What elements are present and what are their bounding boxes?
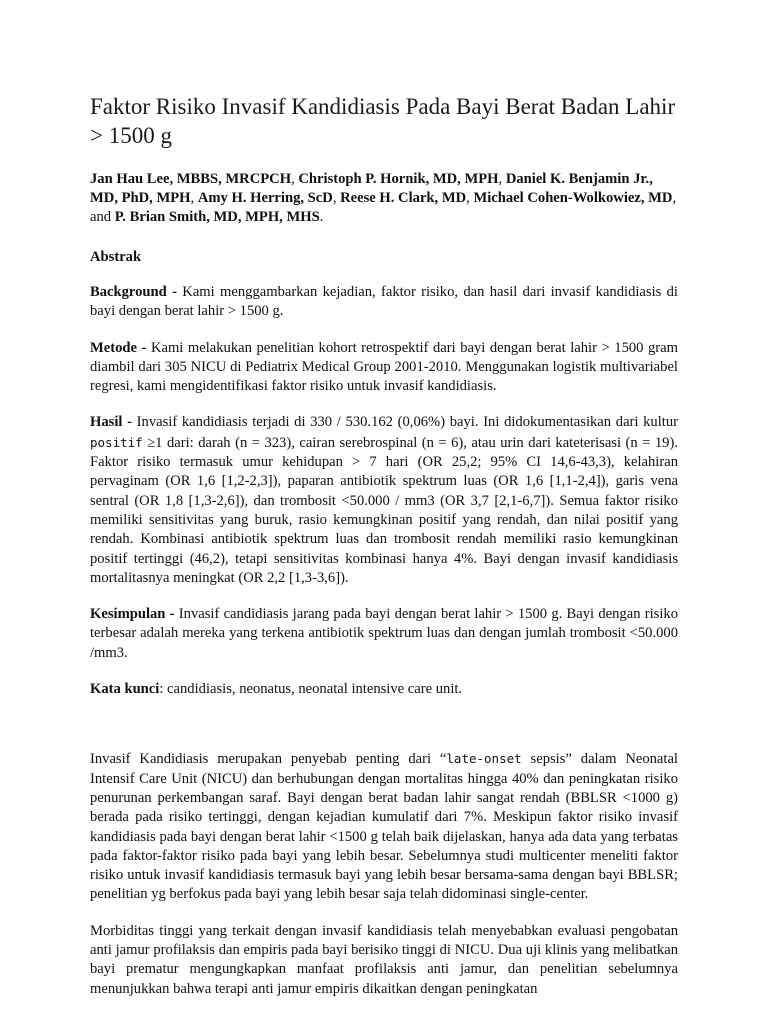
body-paragraph-2: Morbiditas tinggi yang terkait dengan invasif kandidiasis telah menyebabkan evaluasi pengobatan anti jamur profilaksis dan empiris pada bayi berisiko tinggi di NICU. Dua uji klinis yang melibatkan bayi prematur mengungkapkan manfaat profilaksis anti jamur, dan penelitian sebelumnya menunjukkan bahwa terapi anti jamur empiris dikaitkan dengan peningkatan <box>90 922 678 997</box>
abstract-background <box>90 283 678 322</box>
body-text-mono: late-onset <box>446 751 522 767</box>
section-text: Invasif kandidiasis terjadi di 330 / 530.162 (0,06%) bayi. Ini didokumentasikan dari kultur <box>136 414 678 431</box>
abstract-kesimpulan <box>90 605 678 663</box>
section-text: Kami menggambarkan kejadian, faktor risiko, dan hasil dari invasif kandidiasis di bayi dengan berat lahir > 1500 g. <box>90 284 678 320</box>
abstract-heading: Abstrak <box>90 249 142 265</box>
section-label: Kesimpulan - <box>90 606 179 623</box>
keywords <box>90 680 678 699</box>
keywords-label: Kata kunci <box>90 681 160 698</box>
author-name: Christoph P. Hornik, MD, MPH <box>298 171 499 187</box>
author-separator: , <box>332 190 341 206</box>
author-separator: . <box>319 209 324 225</box>
author-separator: , <box>466 190 474 206</box>
author-list <box>90 170 678 227</box>
section-text-mono: positif <box>90 434 143 450</box>
paper-title: Faktor Risiko Invasif Kandidiasis Pada Bayi Berat Badan Lahir > 1500 g <box>90 94 676 148</box>
author-name: Amy H. Herring, ScD <box>197 190 333 206</box>
body-text: sepsis” dalam Neonatal Intensif Care Unit (NICU) dan berhubungan dengan mortalitas hingga 40% dan peningkatan risiko penurunan perkembangan saraf. Bayi dengan berat badan lahir sangat rendah (BBLSR <1000 g) berada pada risiko tertinggi, dengan kejadian kumulatif dari 7%. Meskipun faktor risiko invasif kandidiasis pada bayi dengan berat lahir <1500 g telah baik dijelaskan, hanya ada data yang terbatas pada faktor-faktor risiko pada bayi yang lebih besar. Sebelumnya studi multicenter meneliti faktor risiko untuk invasif kandidiasis termasuk bayi yang lebih besar bersama-sama dengan bayi BBLSR; penelitian yg berfokus pada bayi yang lebih besar saja telah didominasi single-center. <box>90 751 678 903</box>
body-text: Invasif Kandidiasis merupakan penyebab penting dari “ <box>90 751 447 768</box>
author-separator: , <box>190 190 198 206</box>
abstract-metode <box>90 339 678 397</box>
section-label: Metode - <box>90 339 151 356</box>
author-name: P. Brian Smith, MD, MPH, MHS <box>114 209 320 225</box>
author-separator: , <box>498 171 506 187</box>
section-text: Kami melakukan penelitian kohort retrospektif dari bayi dengan berat lahir > 1500 gram diambil dari 305 NICU di Pediatrix Medical Group 2001-2010. Menggunakan logistik multivariabel regresi, kami mengidentifikasi faktor risiko untuk invasif kandidiasis. <box>90 339 678 395</box>
author-name: Michael Cohen-Wolkowiez, MD <box>473 190 673 206</box>
author-name: Reese H. Clark, MD <box>340 190 467 206</box>
author-separator: , <box>291 171 299 187</box>
author-name: Daniel K. Benjamin Jr., MD, PhD, MPH <box>90 171 653 206</box>
keywords-text: : candidiasis, neonatus, neonatal intensive care unit. <box>159 681 463 698</box>
author-separator: , and <box>90 190 677 225</box>
author-name: Jan Hau Lee, MBBS, MRCPCH <box>90 171 292 187</box>
section-label: Hasil - <box>90 414 137 431</box>
section-label: Background - <box>90 284 183 300</box>
body-paragraph-1 <box>90 749 678 904</box>
section-text: ≥1 dari: darah (n = 323), cairan serebrospinal (n = 6), atau urin dari kateterisasi (n = 19). Faktor risiko termasuk umur kehidupan > 7 hari (OR 25,2; 95% CI 14,6-43,3), kelahiran pervaginam (OR 1,6 [1,2-2,3]), paparan antibiotik spektrum luas (OR 1,6 [1,1-2,4]), garis vena sentral (OR 1,8 [1,3-2,6]), dan trombosit <50.000 / mm3 (OR 3,7 [2,1-6,7]). Semua faktor risiko memiliki sensitivitas yang buruk, rasio kemungkinan positif yang rendah, dan nilai positif yang rendah. Kombinasi antibiotik spektrum luas dan trombosit rendah memiliki rasio kemungkinan positif tertinggi (46,2), tetapi sensitivitas kombinasi hanya 4%. Bayi dengan invasif kandidiasis mortalitasnya meningkat (OR 2,2 [1,3-3,6]). <box>90 434 678 586</box>
section-text: Invasif candidiasis jarang pada bayi dengan berat lahir > 1500 g. Bayi dengan risiko terbesar adalah mereka yang terkena antibiotik spektrum luas dan dengan jumlah trombosit <50.000 /mm3. <box>90 606 678 661</box>
abstract-hasil <box>90 413 678 588</box>
